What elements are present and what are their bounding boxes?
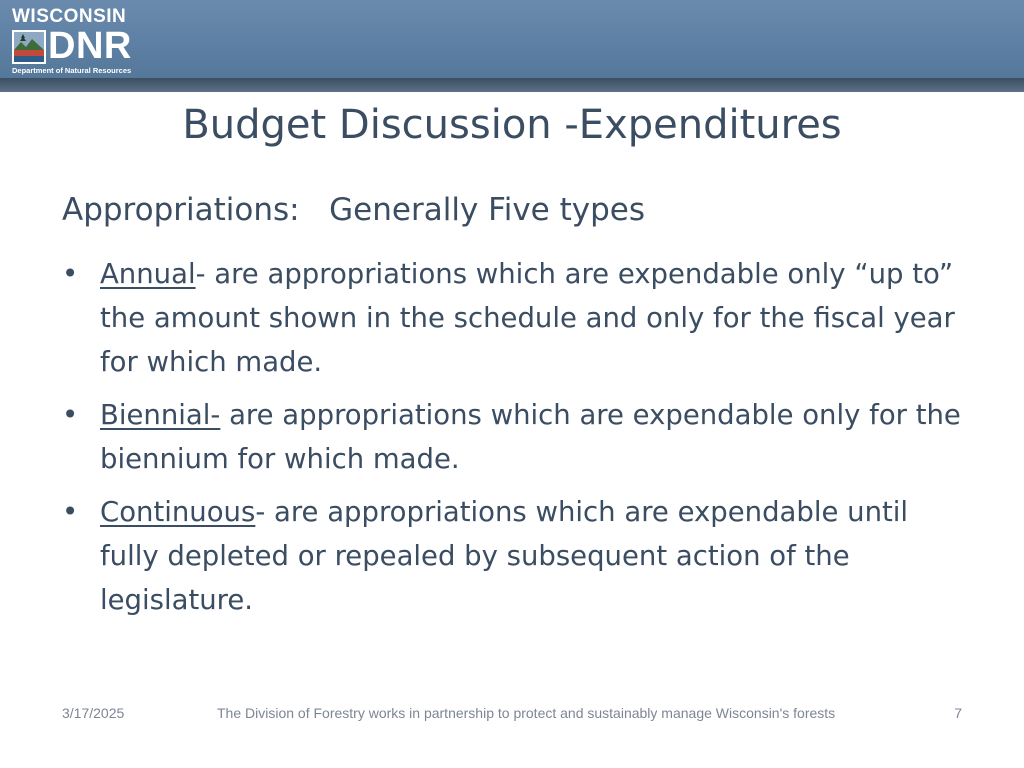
bullet-item-annual [62, 252, 962, 384]
bullet-list [62, 252, 962, 631]
slide-number: 7 [954, 705, 962, 721]
footer-date: 3/17/2025 [62, 705, 125, 721]
logo-dnr-text: DNR [48, 25, 132, 67]
bullet-text: are appropriations which are expendable only for the biennium for which made. [100, 399, 961, 475]
bullet-term: Annual [100, 258, 196, 290]
slide-subheading: Appropriations: Generally Five types [62, 192, 646, 228]
bullet-dot-icon: • [62, 399, 79, 431]
bullet-text: - are appropriations which are expendable until fully depleted or repealed by subsequent action of the legislature. [100, 496, 909, 616]
logo-department-text: Department of Natural Resources [12, 66, 132, 75]
header-band [0, 0, 1024, 78]
bullet-dot-icon: • [62, 258, 79, 290]
bullet-term: Continuous [100, 496, 256, 528]
header-rule [0, 78, 1024, 92]
bullet-text: - are appropriations which are expendable only “up to” the amount shown in the schedule and only for the fiscal year for which made. [100, 258, 955, 378]
bullet-dot-icon: • [62, 496, 79, 528]
landscape-emblem-icon [12, 30, 46, 64]
wisconsin-dnr-logo [8, 4, 150, 76]
bullet-term: Biennial- [100, 399, 221, 431]
logo-wisconsin-text: WISCONSIN [12, 6, 127, 27]
footer-tagline: The Division of Forestry works in partnership to protect and sustainably manage Wisconsin's forests [217, 705, 836, 721]
slide-title: Budget Discussion -Expenditures [182, 102, 842, 148]
bullet-item-continuous [62, 490, 962, 622]
bullet-item-biennial [62, 393, 962, 481]
